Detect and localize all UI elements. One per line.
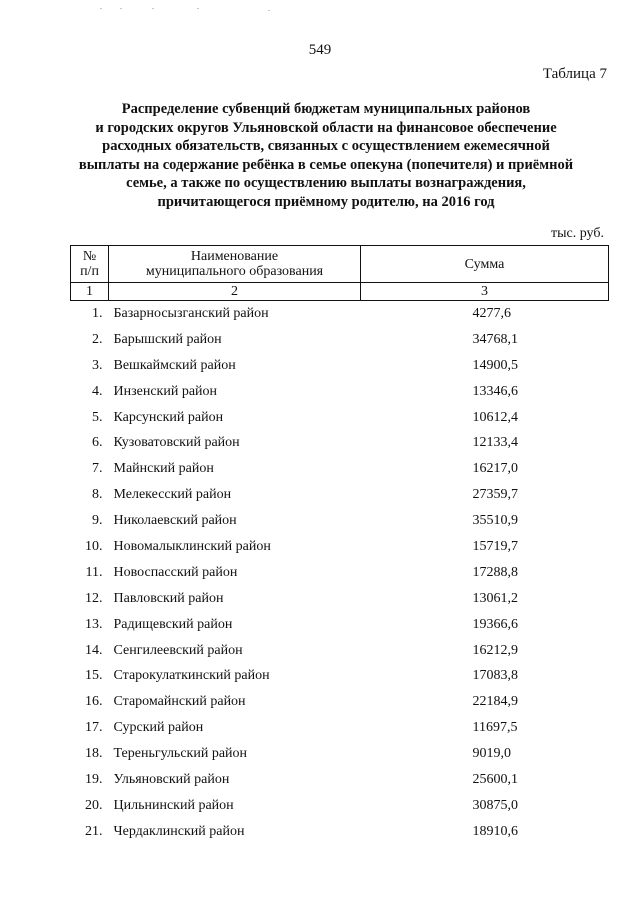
scan-mark xyxy=(197,8,199,9)
column-number-1: 1 xyxy=(71,283,109,301)
table-row xyxy=(71,301,609,327)
scan-mark xyxy=(100,8,102,9)
title-line: Распределение субвенций бюджетам муниципальных районов xyxy=(121,101,531,117)
unit-label: тыс. руб. xyxy=(551,226,604,241)
row-district-name: Сурский район xyxy=(113,720,204,736)
title-line: семье, а также по осуществлению выплаты вознаграждения, xyxy=(126,175,526,191)
table-label: Таблица 7 xyxy=(542,66,607,82)
row-number: 8. xyxy=(92,487,103,503)
row-number: 11. xyxy=(85,564,103,580)
table-row xyxy=(71,793,609,819)
row-amount: 35510,9 xyxy=(472,513,518,529)
column-number-row xyxy=(71,283,609,301)
row-amount: 12133,4 xyxy=(472,435,518,451)
row-number: 10. xyxy=(85,538,103,554)
header-name-line2: муниципального образования xyxy=(145,264,324,279)
header-number-line2: п/п xyxy=(80,264,99,279)
row-amount: 16217,0 xyxy=(472,461,518,477)
header-number-line1: № xyxy=(82,249,97,264)
row-district-name: Инзенский район xyxy=(113,383,218,399)
row-number: 21. xyxy=(85,823,103,839)
table-row xyxy=(71,586,609,612)
table-row xyxy=(71,353,609,379)
row-district-name: Павловский район xyxy=(113,590,224,606)
row-amount: 4277,6 xyxy=(472,305,511,321)
row-number: 15. xyxy=(85,668,103,684)
table-row xyxy=(71,508,609,534)
row-amount: 34768,1 xyxy=(472,331,518,347)
header-name-line1: Наименование xyxy=(190,249,279,264)
column-number-2: 2 xyxy=(109,283,361,301)
row-number: 12. xyxy=(85,590,103,606)
row-number: 20. xyxy=(85,797,103,813)
row-number: 4. xyxy=(92,383,103,399)
row-district-name: Тереньгульский район xyxy=(113,746,248,762)
table-row xyxy=(71,612,609,638)
table-row xyxy=(71,430,609,456)
table-row xyxy=(71,560,609,586)
table-row xyxy=(71,482,609,508)
row-number: 17. xyxy=(85,720,103,736)
row-amount: 27359,7 xyxy=(472,487,518,503)
row-amount: 17083,8 xyxy=(472,668,518,684)
row-amount: 30875,0 xyxy=(472,797,518,813)
table-row xyxy=(71,819,609,845)
row-number: 1. xyxy=(92,305,103,321)
row-district-name: Николаевский район xyxy=(113,513,237,529)
scan-mark xyxy=(268,10,270,11)
row-number: 13. xyxy=(85,616,103,632)
row-number: 9. xyxy=(92,513,103,529)
subvention-table xyxy=(70,245,609,845)
row-district-name: Сенгилеевский район xyxy=(113,642,243,658)
scan-mark xyxy=(120,8,122,9)
row-district-name: Барышский район xyxy=(113,331,222,347)
header-name xyxy=(109,246,361,283)
row-amount: 11697,5 xyxy=(472,720,518,736)
row-number: 6. xyxy=(92,435,103,451)
title-line: выплаты на содержание ребёнка в семье опекуна (попечителя) и приёмной xyxy=(78,156,574,173)
row-amount: 15719,7 xyxy=(472,538,518,554)
title-line: расходных обязательств, связанных с осуществлением ежемесячной xyxy=(102,138,550,154)
table-body xyxy=(71,301,609,845)
row-district-name: Радищевский район xyxy=(113,616,233,632)
row-district-name: Карсунский район xyxy=(113,409,224,425)
table-row xyxy=(71,689,609,715)
table-row xyxy=(71,405,609,431)
row-amount: 16212,9 xyxy=(472,642,518,658)
row-amount: 9019,0 xyxy=(472,746,511,762)
header-number xyxy=(71,246,109,283)
table-row xyxy=(71,663,609,689)
table-header-row xyxy=(71,246,609,283)
row-amount: 17288,8 xyxy=(472,564,518,580)
header-sum: Сумма xyxy=(361,246,609,283)
row-district-name: Чердаклинский район xyxy=(113,823,245,839)
column-number-3: 3 xyxy=(361,283,609,301)
row-amount: 22184,9 xyxy=(472,694,518,710)
row-number: 7. xyxy=(92,461,103,477)
row-number: 19. xyxy=(85,771,103,787)
table-row xyxy=(71,715,609,741)
row-amount: 10612,4 xyxy=(472,409,518,425)
row-number: 18. xyxy=(85,746,103,762)
title-line: и городских округов Ульяновской области на финансовое обеспечение xyxy=(95,119,557,136)
row-number: 14. xyxy=(85,642,103,658)
row-amount: 25600,1 xyxy=(472,771,518,787)
row-amount: 14900,5 xyxy=(472,357,518,373)
row-number: 3. xyxy=(92,357,103,373)
table-row xyxy=(71,767,609,793)
table-row xyxy=(71,741,609,767)
row-number: 16. xyxy=(85,694,103,710)
row-district-name: Базарносызганский район xyxy=(113,305,269,321)
row-district-name: Ульяновский район xyxy=(113,771,230,787)
row-district-name: Старомайнский район xyxy=(113,694,246,710)
scan-mark xyxy=(152,8,154,9)
row-district-name: Майнский район xyxy=(113,461,214,477)
table-row xyxy=(71,379,609,405)
row-number: 2. xyxy=(92,331,103,347)
page-number: 549 xyxy=(308,42,332,58)
row-district-name: Цильнинский район xyxy=(113,797,234,813)
row-district-name: Вешкаймский район xyxy=(113,357,236,373)
row-number: 5. xyxy=(92,409,103,425)
table-row xyxy=(71,456,609,482)
row-amount: 19366,6 xyxy=(472,616,518,632)
title-line: причитающегося приёмному родителю, на 2016 год xyxy=(157,193,495,210)
table-row xyxy=(71,327,609,353)
row-amount: 13061,2 xyxy=(472,590,518,606)
table-row xyxy=(71,638,609,664)
row-district-name: Новоспасский район xyxy=(113,564,238,580)
document-title xyxy=(60,100,592,211)
row-amount: 18910,6 xyxy=(472,823,518,839)
table-row xyxy=(71,534,609,560)
row-district-name: Новомалыклинский район xyxy=(113,538,271,554)
row-district-name: Мелекесский район xyxy=(113,487,232,503)
row-amount: 13346,6 xyxy=(472,383,518,399)
row-district-name: Кузоватовский район xyxy=(113,435,240,451)
row-district-name: Старокулаткинский район xyxy=(113,668,270,684)
